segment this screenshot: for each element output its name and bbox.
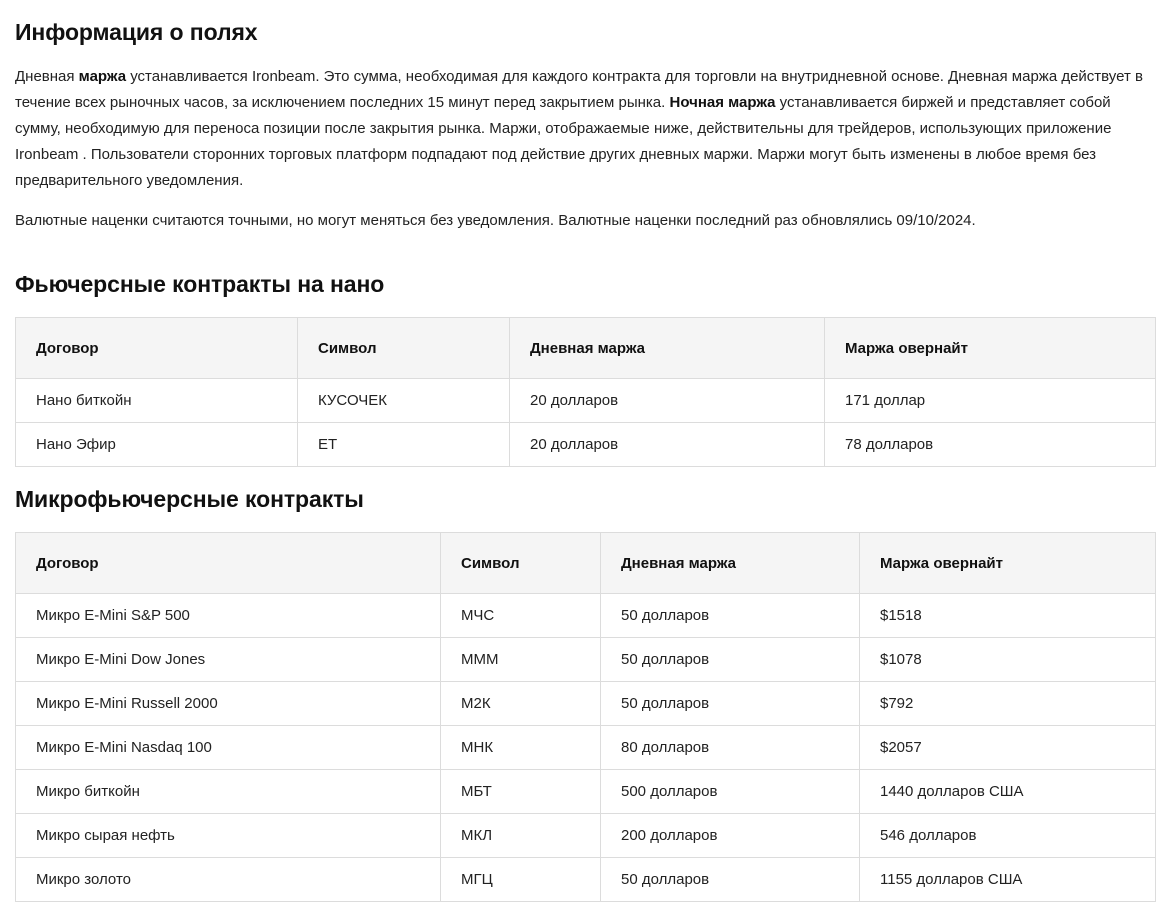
info-text-1: Дневная — [15, 68, 79, 85]
micro-cell-symbol: МБТ — [441, 770, 601, 814]
nano-cell-contract: Нано Эфир — [16, 423, 298, 467]
micro-cell-contract: Микро E-Mini Russell 2000 — [16, 682, 441, 726]
nano-header-symbol: Символ — [298, 318, 510, 379]
micro-cell-contract: Микро E-Mini Nasdaq 100 — [16, 726, 441, 770]
nano-table — [15, 317, 1156, 467]
micro-header-contract: Договор — [16, 533, 441, 594]
micro-cell-symbol: М2К — [441, 682, 601, 726]
nano-header-day-margin: Дневная маржа — [510, 318, 825, 379]
micro-cell-contract: Микро биткойн — [16, 770, 441, 814]
nano-cell-overnight-margin: 171 доллар — [825, 379, 1156, 423]
table-row — [16, 726, 1156, 770]
micro-cell-overnight-margin: $1518 — [860, 594, 1156, 638]
nano-cell-day-margin: 20 долларов — [510, 379, 825, 423]
micro-table — [15, 532, 1156, 902]
fx-paragraph: Валютные наценки считаются точными, но могут меняться без уведомления. Валютные наценки последний раз обновлялись 09/10/2024. — [15, 212, 976, 229]
micro-cell-symbol: МММ — [441, 638, 601, 682]
micro-header-row — [16, 533, 1156, 594]
table-row — [16, 594, 1156, 638]
micro-cell-overnight-margin: 1155 долларов США — [860, 858, 1156, 902]
info-paragraph — [15, 64, 1157, 194]
micro-cell-day-margin: 80 долларов — [601, 726, 860, 770]
info-text-3: устанавливается биржей и представляет собой сумму, необходимую для переноса позиции после закрытия рынка. Маржи, отображаемые ниже, действительны для трейдеров, использующих приложение Ironbeam . Пользователи сторонних торговых платформ подпадают под действие других дневных маржи. Маржи могут быть изменены в любое время без предварительного уведомления. — [15, 94, 1112, 189]
micro-cell-day-margin: 200 долларов — [601, 814, 860, 858]
micro-cell-overnight-margin: $1078 — [860, 638, 1156, 682]
micro-cell-day-margin: 50 долларов — [601, 858, 860, 902]
table-row — [16, 379, 1156, 423]
micro-section-title: Микрофьючерсные контракты — [15, 486, 364, 512]
info-bold-margin: маржа — [78, 68, 127, 85]
micro-cell-day-margin: 50 долларов — [601, 638, 860, 682]
micro-cell-contract: Микро E-Mini S&P 500 — [16, 594, 441, 638]
micro-cell-contract: Микро сырая нефть — [16, 814, 441, 858]
micro-cell-overnight-margin: $792 — [860, 682, 1156, 726]
micro-cell-symbol: МГЦ — [441, 858, 601, 902]
nano-header-row — [16, 318, 1156, 379]
micro-cell-overnight-margin: 1440 долларов США — [860, 770, 1156, 814]
table-row — [16, 682, 1156, 726]
micro-cell-day-margin: 500 долларов — [601, 770, 860, 814]
nano-cell-contract: Нано биткойн — [16, 379, 298, 423]
micro-header-day-margin: Дневная маржа — [601, 533, 860, 594]
table-row — [16, 638, 1156, 682]
nano-cell-symbol: ЕТ — [298, 423, 510, 467]
micro-header-symbol: Символ — [441, 533, 601, 594]
info-text-2: устанавливается Ironbeam. Это сумма, необходимая для каждого контракта для торговли на внутридневной основе. Дневная маржа действует в течение всех рыночных часов, за исключением последних 15 минут перед закрытием рынка. — [15, 68, 1143, 111]
micro-cell-symbol: МЧС — [441, 594, 601, 638]
info-bold-night-margin: Ночная маржа — [669, 94, 776, 111]
micro-cell-day-margin: 50 долларов — [601, 594, 860, 638]
table-row — [16, 423, 1156, 467]
micro-header-overnight-margin: Маржа овернайт — [860, 533, 1156, 594]
nano-header-overnight-margin: Маржа овернайт — [825, 318, 1156, 379]
nano-header-contract: Договор — [16, 318, 298, 379]
micro-cell-overnight-margin: 546 долларов — [860, 814, 1156, 858]
info-title: Информация о полях — [15, 19, 258, 45]
table-row — [16, 858, 1156, 902]
micro-cell-contract: Микро E-Mini Dow Jones — [16, 638, 441, 682]
micro-cell-overnight-margin: $2057 — [860, 726, 1156, 770]
nano-cell-overnight-margin: 78 долларов — [825, 423, 1156, 467]
nano-cell-symbol: КУСОЧЕК — [298, 379, 510, 423]
micro-cell-symbol: МНК — [441, 726, 601, 770]
table-row — [16, 814, 1156, 858]
nano-section-title: Фьючерсные контракты на нано — [15, 271, 385, 297]
micro-cell-day-margin: 50 долларов — [601, 682, 860, 726]
micro-cell-symbol: МКЛ — [441, 814, 601, 858]
micro-cell-contract: Микро золото — [16, 858, 441, 902]
table-row — [16, 770, 1156, 814]
nano-cell-day-margin: 20 долларов — [510, 423, 825, 467]
